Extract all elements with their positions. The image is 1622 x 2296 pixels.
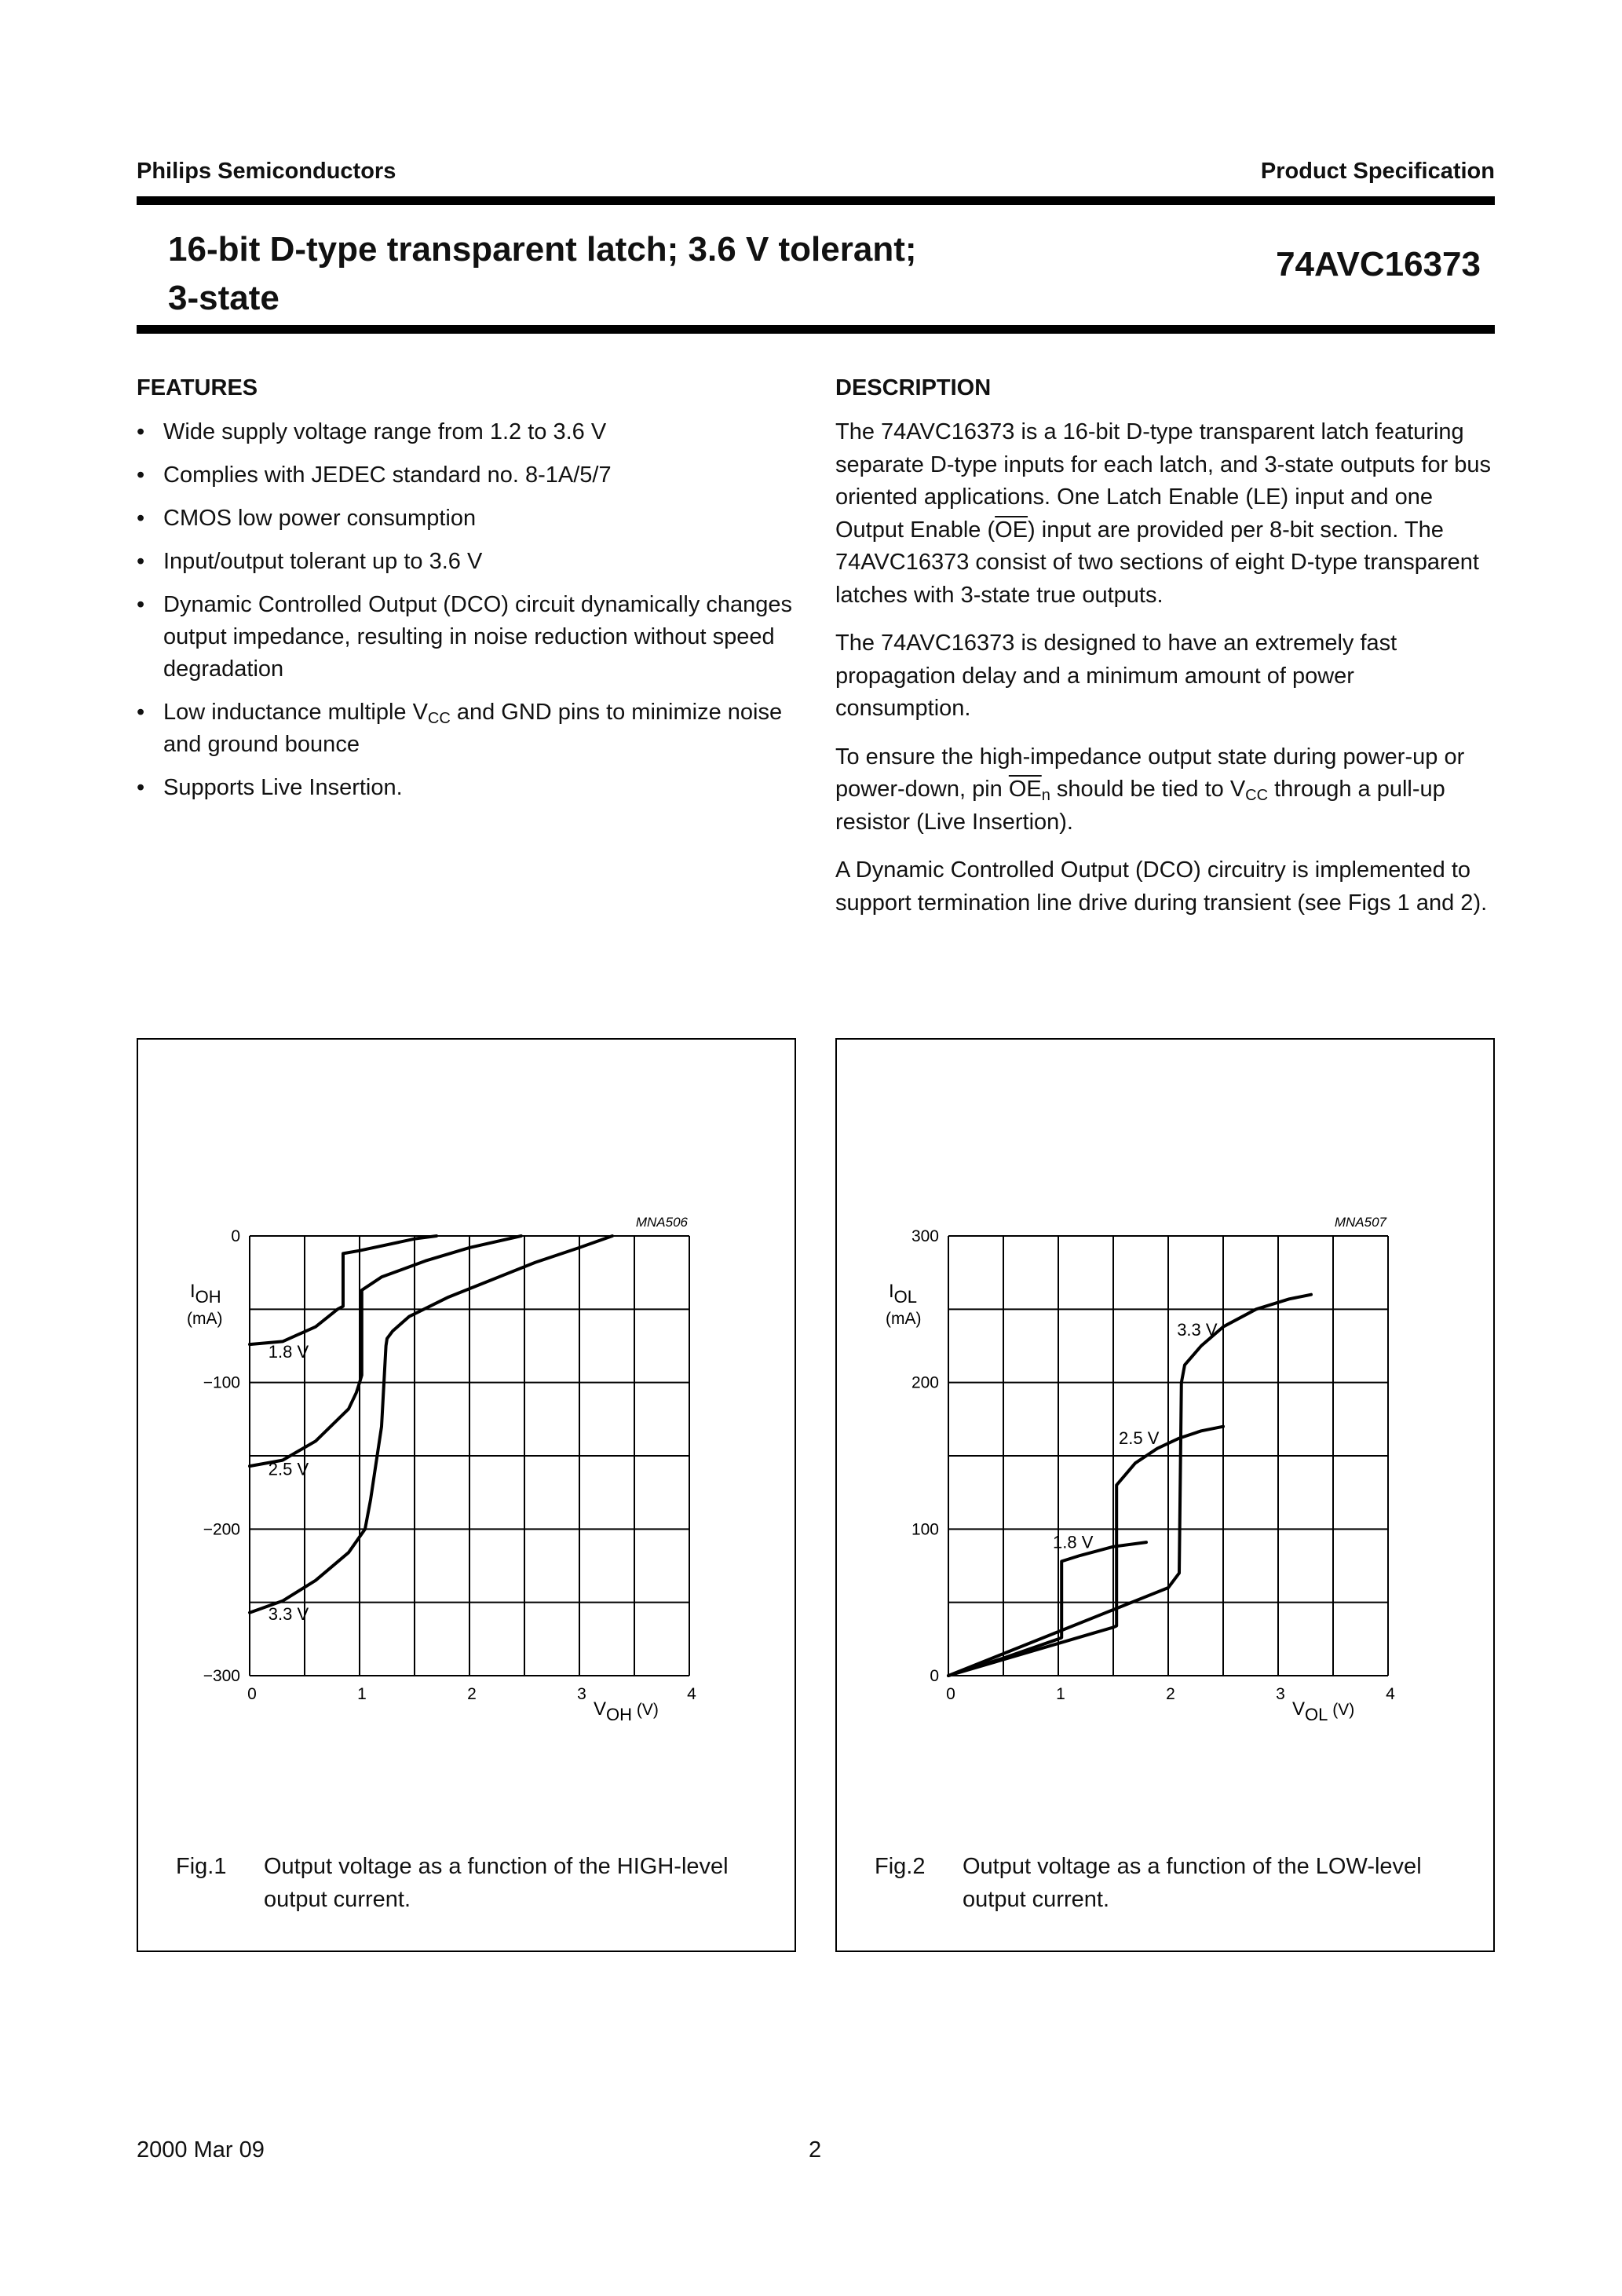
x-tick-label: 4: [1386, 1685, 1395, 1703]
description-heading: DESCRIPTION: [835, 375, 992, 400]
header-rule-top: [137, 196, 1495, 205]
text-run: The 74AVC16373 is a 16-bit D-type transparent latch featuring separate D-type inputs for each latch, and 3-state outputs for bus oriented applications. One Latch Enable (LE) input and one Output Enable (: [835, 419, 1492, 543]
feature-text: and GND pins to minimize noise and ground bounce: [163, 700, 783, 757]
description-paragraph: The 74AVC16373 is designed to have an extremely fast propagation delay and a minimum amount of power consumption.: [835, 631, 1397, 721]
x-tick-label: 1: [1056, 1685, 1065, 1703]
figure-caption-text: Output voltage as a function of the LOW-level output current.: [963, 1854, 1422, 1912]
x-tick-label: 0: [247, 1685, 257, 1703]
figure-1-box: [137, 1038, 796, 1952]
subscript: n: [1041, 787, 1050, 804]
series-label: 3.3 V: [1177, 1319, 1218, 1340]
feature-item: • Complies with JEDEC standard no. 8-1A/5/7: [137, 459, 796, 492]
x-tick-label: 1: [357, 1685, 367, 1703]
part-number: 74AVC16373: [1276, 245, 1481, 283]
feature-text: Low inductance multiple V: [163, 700, 428, 725]
header-rule-bottom: [137, 325, 1495, 334]
series-label: 1.8 V: [1053, 1532, 1094, 1552]
text-run: To ensure the high-impedance output state during power-up or power-down, pin: [835, 744, 1465, 802]
x-axis-label: VOL (V): [1292, 1698, 1355, 1724]
description-body: [835, 416, 1495, 935]
features-heading: FEATURES: [137, 375, 258, 400]
x-tick-label: 3: [577, 1685, 586, 1703]
figure-reference-code: MNA507: [1334, 1215, 1386, 1230]
series-label: 2.5 V: [1119, 1428, 1160, 1449]
y-axis-label: IOH: [190, 1281, 221, 1307]
description-paragraph: A Dynamic Controlled Output (DCO) circuitry is implemented to support termination line drive during transient (see Figs 1 and 2).: [835, 857, 1488, 916]
y-tick-label: 0: [231, 1227, 240, 1245]
company-name: Philips Semiconductors: [137, 159, 396, 184]
feature-item: • Supports Live Insertion.: [137, 772, 796, 804]
title-line-1: 16-bit D-type transparent latch; 3.6 V tolerant;: [168, 230, 917, 269]
figure-number: Fig.2: [875, 1854, 926, 1879]
figure-1-caption: [176, 1850, 773, 1921]
x-axis-label: VOH (V): [594, 1698, 659, 1724]
title-line-2: 3-state: [168, 279, 279, 317]
text-run: ) input are provided per 8-bit section. The 74AVC16373 consist of two sections of eight D-type transparent latches with 3-state true outputs.: [835, 517, 1479, 608]
page-number: 2: [809, 2137, 822, 2163]
overlined-signal: $\overline{OE}$: [995, 517, 1028, 543]
figure-reference-code: MNA506: [635, 1215, 688, 1230]
footer-date: 2000 Mar 09: [137, 2137, 265, 2163]
feature-item: [137, 696, 796, 761]
y-tick-label: 200: [911, 1373, 939, 1392]
feature-subscript: CC: [427, 710, 451, 727]
x-tick-label: 4: [687, 1685, 696, 1703]
document-type: Product Specification: [1260, 159, 1495, 184]
y-tick-label: −100: [203, 1373, 240, 1392]
feature-item: • Input/output tolerant up to 3.6 V: [137, 546, 796, 578]
figure-1-chart: [138, 1040, 795, 1746]
x-tick-label: 3: [1276, 1685, 1285, 1703]
y-tick-label: 100: [911, 1520, 939, 1539]
features-list: [137, 416, 796, 815]
description-paragraph: [835, 416, 1495, 612]
series-label: 2.5 V: [268, 1459, 309, 1479]
y-axis-label: IOL: [889, 1281, 918, 1307]
figure-2-chart: [837, 1040, 1493, 1746]
feature-item: • CMOS low power consumption: [137, 503, 796, 535]
page-title: [168, 225, 1110, 323]
series-label: 1.8 V: [268, 1341, 309, 1362]
figure-2-box: [835, 1038, 1495, 1952]
description-paragraph: [835, 741, 1495, 839]
y-tick-label: 0: [930, 1667, 939, 1685]
figure-2-caption: [875, 1850, 1471, 1921]
x-tick-label: 2: [467, 1685, 477, 1703]
series-label: 3.3 V: [268, 1604, 309, 1625]
y-tick-label: −300: [203, 1667, 240, 1685]
text-run: should be tied to V: [1050, 777, 1246, 802]
feature-item: • Dynamic Controlled Output (DCO) circuit dynamically changes output impedance, resulting in noise reduction without speed degradation: [137, 589, 796, 686]
feature-item: • Wide supply voltage range from 1.2 to 3.6 V: [137, 416, 796, 448]
x-tick-label: 2: [1166, 1685, 1175, 1703]
y-axis-unit: (mA): [886, 1310, 922, 1328]
y-axis-unit: (mA): [187, 1310, 223, 1328]
text-run: through a pull-up resistor (Live Insertion).: [835, 777, 1445, 835]
figure-caption-text: Output voltage as a function of the HIGH-level output current.: [264, 1854, 729, 1912]
series-line: [250, 1236, 437, 1344]
y-tick-label: 300: [911, 1227, 939, 1245]
x-tick-label: 0: [946, 1685, 955, 1703]
figure-number: Fig.1: [176, 1854, 227, 1879]
overlined-signal: $\overline{OE}$: [1008, 777, 1042, 802]
subscript: CC: [1245, 787, 1269, 804]
y-tick-label: −200: [203, 1520, 240, 1539]
